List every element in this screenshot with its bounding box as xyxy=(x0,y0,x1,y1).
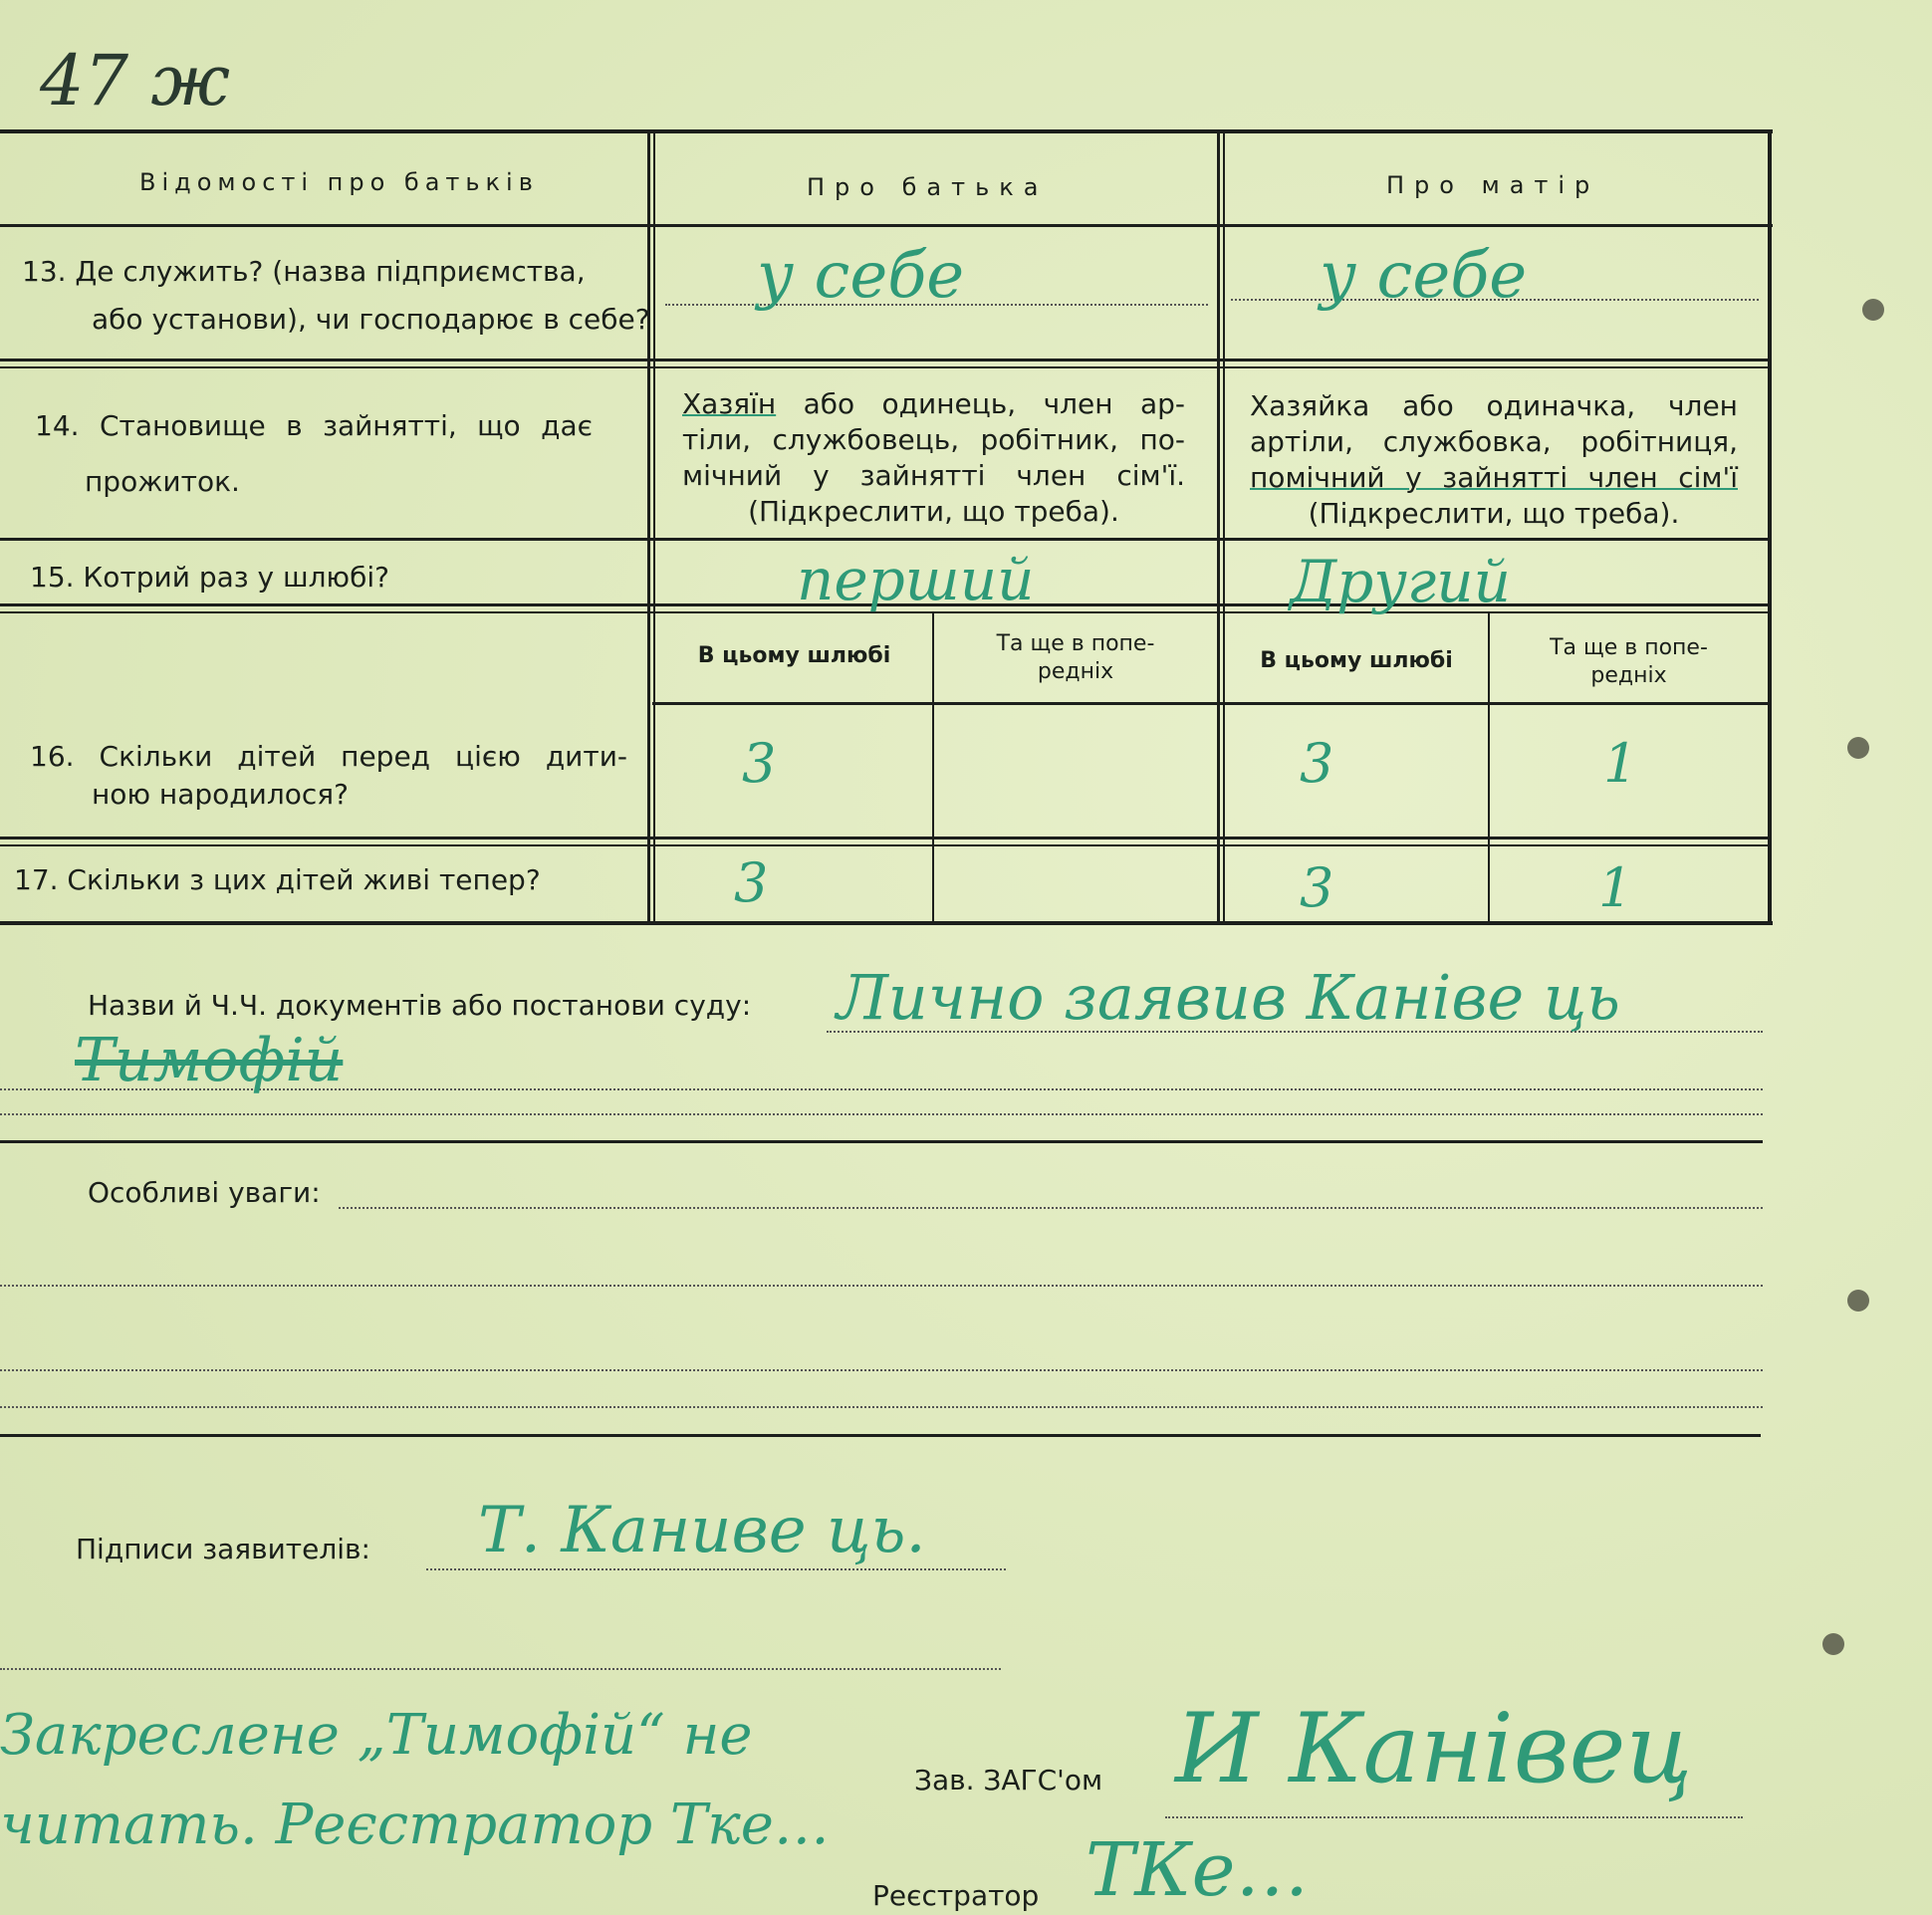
documents-label: Назви й Ч.Ч. документів або постанови суду: xyxy=(88,989,752,1022)
q17-father-this: 3 xyxy=(734,851,769,914)
registrar-signature: ТКе… xyxy=(1086,1827,1310,1913)
documents-value-line1: Лично заявив Каніве ць xyxy=(837,961,1620,1034)
q13-father-answer: у себе xyxy=(757,239,965,313)
q16-label-line1: 16. Скільки дітей перед цією дити- xyxy=(30,740,627,773)
q13-mother-answer: у себе xyxy=(1320,239,1528,313)
q17-mother-prev: 1 xyxy=(1598,856,1633,919)
special-notes-label: Особливі уваги: xyxy=(88,1176,321,1209)
q14-mother-options: Хазяйка або одиначка, член артіли, службовка, робітниця, помічний у зайнятті член сім'ї (Підкреслити, що треба). xyxy=(1250,389,1738,530)
q17-mother-this: 3 xyxy=(1300,856,1334,919)
mother-previous-header: Та ще в попе- редніх xyxy=(1550,635,1708,688)
registrar-label: Реєстратор xyxy=(872,1879,1040,1912)
paper-hole xyxy=(1822,1633,1844,1655)
applicant-signature: Т. Каниве ць. xyxy=(478,1494,926,1567)
mother-in-this-marriage-header: В цьому шлюбі xyxy=(1260,648,1453,673)
father-in-this-marriage-header: В цьому шлюбі xyxy=(697,643,891,668)
zags-head-signature: И Канівец xyxy=(1175,1693,1693,1804)
q13-label-line1: 13. Де служить? (назва підприємства, xyxy=(22,255,586,288)
paper-hole xyxy=(1862,299,1884,321)
q16-mother-prev: 1 xyxy=(1603,732,1638,795)
correction-note-line1: Закреслене „Тимофій“ не xyxy=(0,1703,753,1768)
q15-father-answer: перший xyxy=(797,546,1035,613)
header-parents-info: Відомості про батьків xyxy=(139,168,539,196)
q15-label: 15. Котрий раз у шлюбі? xyxy=(30,561,390,594)
q14-mother-underlined-choice: помічний у зайнятті член сім'ї xyxy=(1250,461,1738,494)
q16-mother-this: 3 xyxy=(1300,732,1334,795)
q16-father-this: 3 xyxy=(742,732,777,795)
q16-label-line2: ною народилося? xyxy=(92,778,349,811)
q15-mother-answer: Другий xyxy=(1290,548,1511,615)
correction-note-line2: читать. Реєстратор Тке… xyxy=(0,1793,830,1857)
header-father: Про батька xyxy=(807,173,1049,201)
header-mother: Про матір xyxy=(1386,171,1600,199)
q14-label-line2: прожиток. xyxy=(85,465,240,498)
applicants-signatures-label: Підписи заявителів: xyxy=(76,1533,370,1565)
q13-label-line2: або установи), чи господарює в себе? xyxy=(92,303,650,336)
zags-head-label: Зав. ЗАГС'ом xyxy=(914,1764,1103,1796)
documents-value-line2-struck: Тимофій xyxy=(75,1026,344,1095)
paper-hole xyxy=(1847,737,1869,759)
paper-hole xyxy=(1847,1290,1869,1312)
q14-father-options: Хазяїн або одинець, член ар- тіли, службовець, робітник, по- мічний у зайнятті член сім'ї. (Підкреслити, що треба). xyxy=(682,387,1186,528)
q14-label-line1: 14. Становище в зайнятті, що дає xyxy=(35,409,593,442)
father-previous-header: Та ще в попе- редніх xyxy=(996,631,1155,684)
corner-note: 47 ж xyxy=(40,40,230,121)
q14-father-underlined-choice: Хазяїн xyxy=(682,387,777,420)
q17-label: 17. Скільки з цих дітей живі тепер? xyxy=(14,863,541,896)
